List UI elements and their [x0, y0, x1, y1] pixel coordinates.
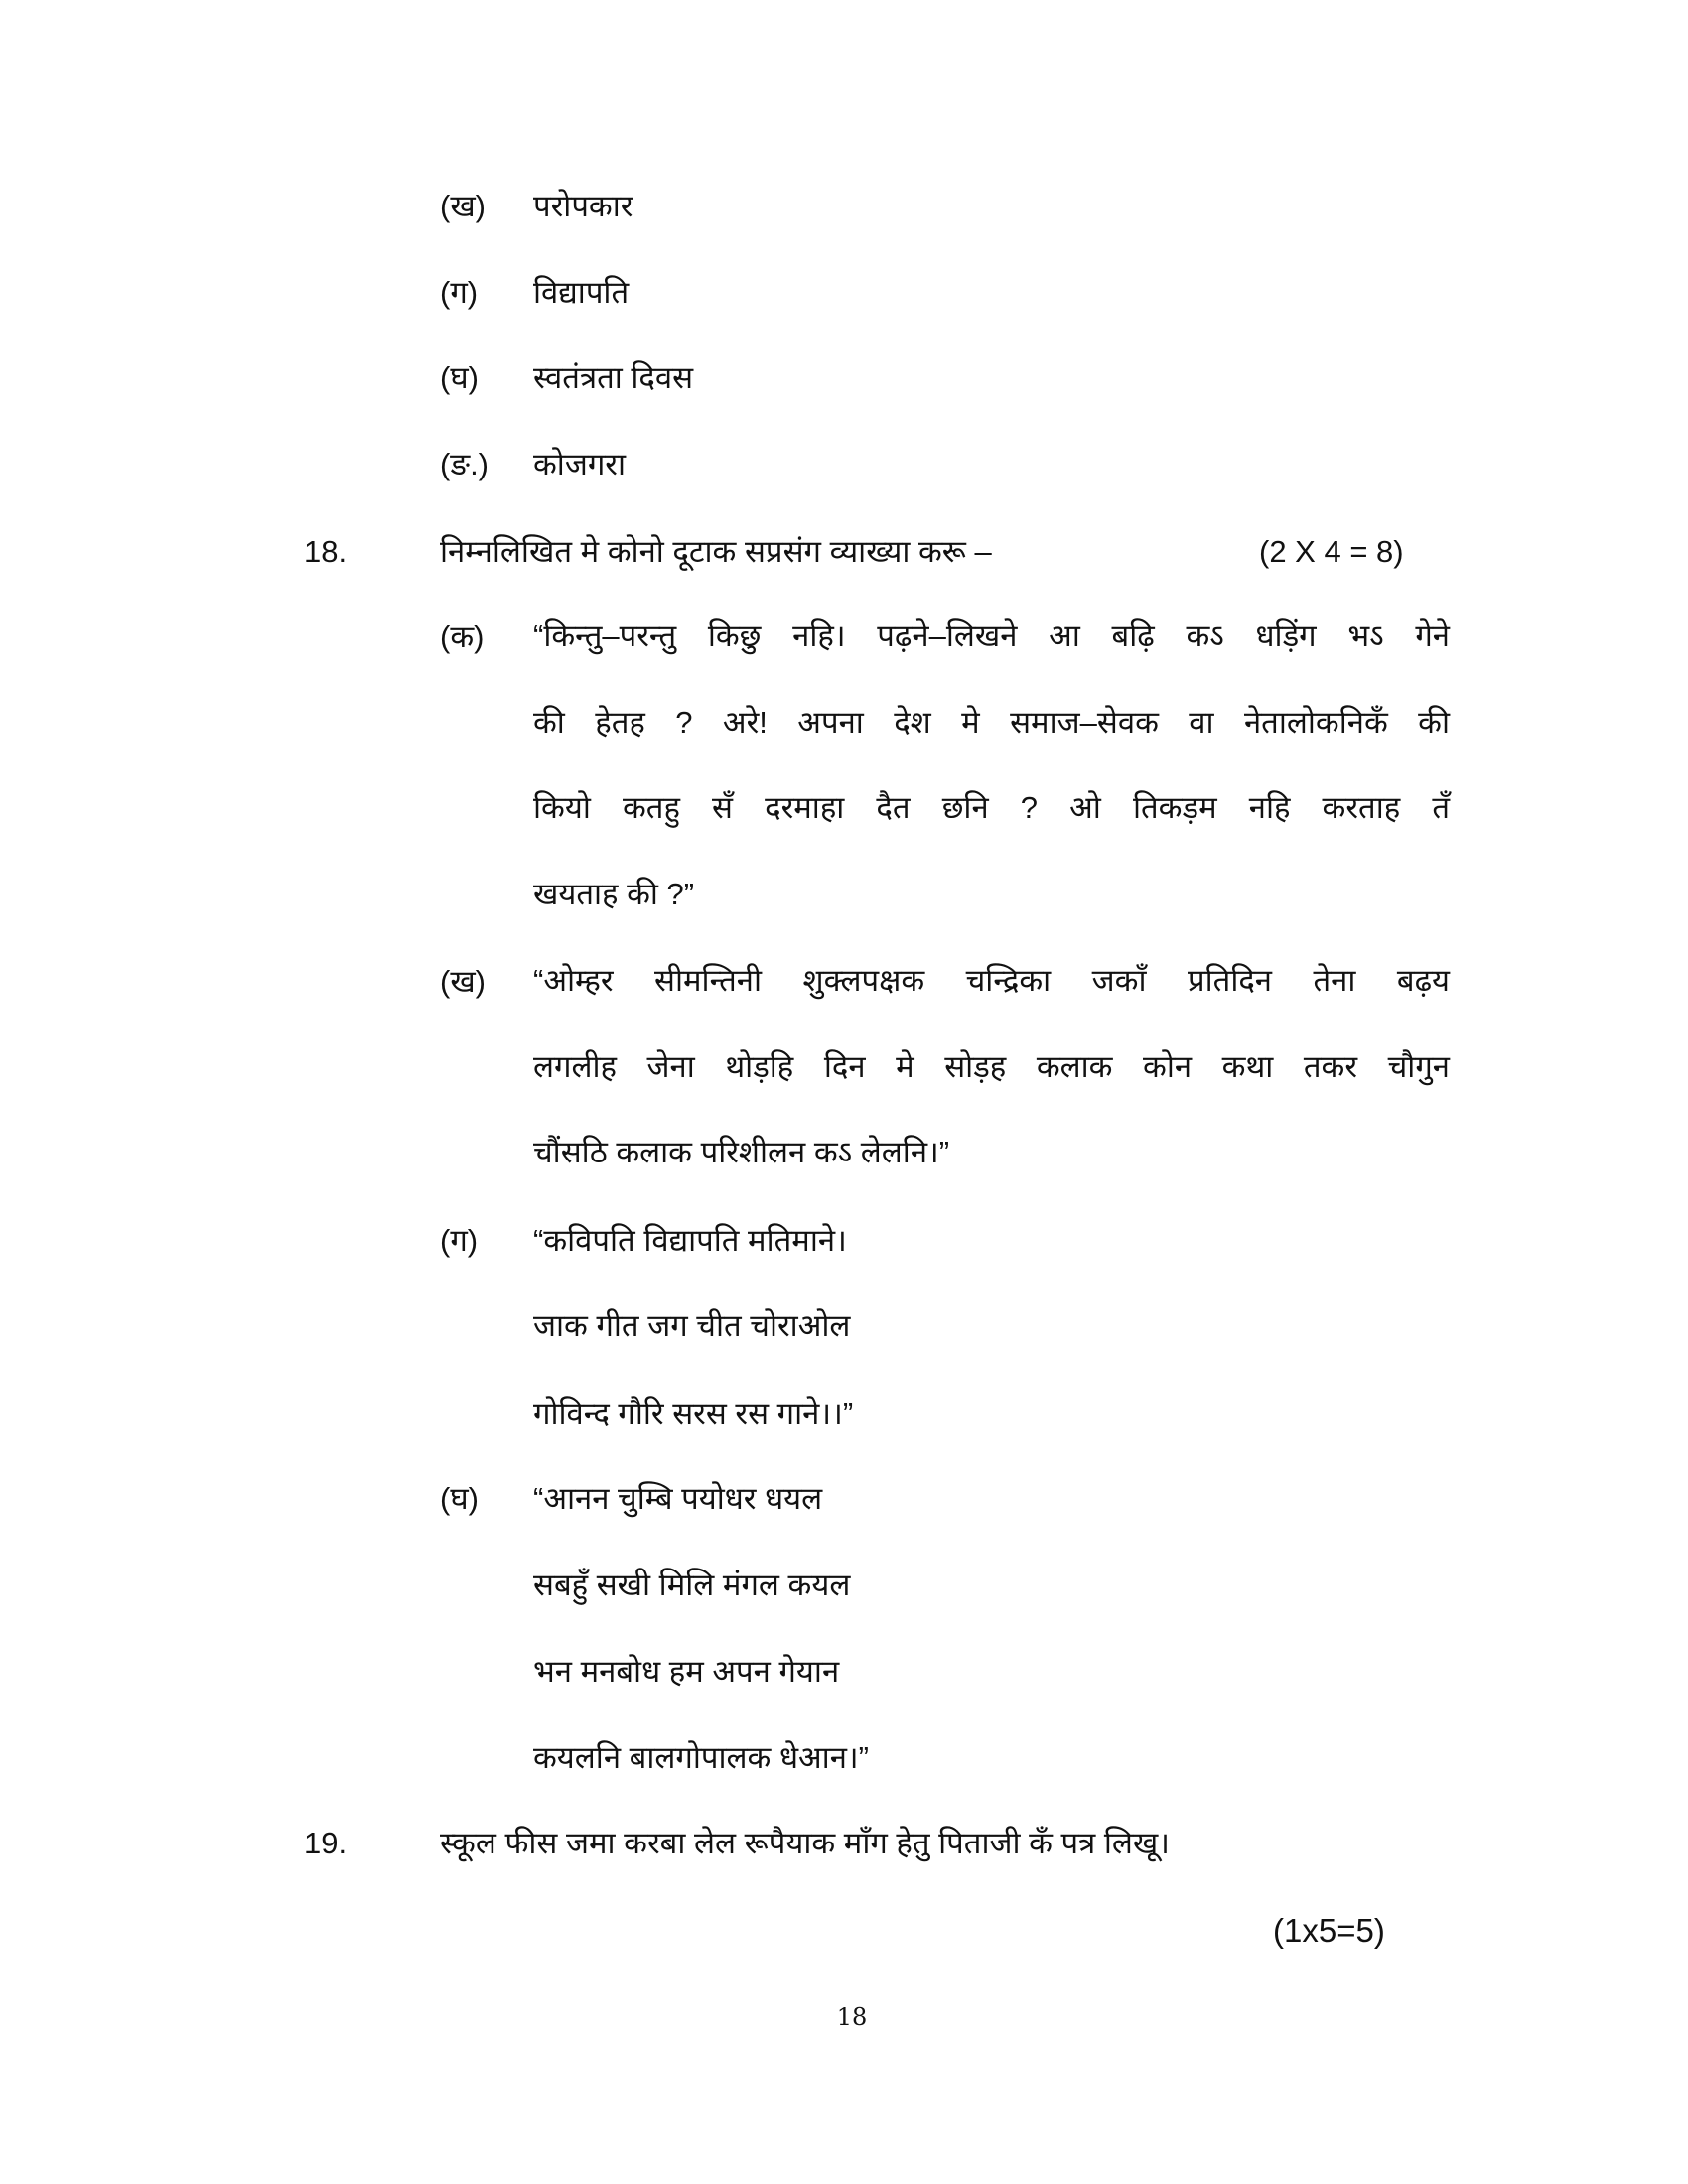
question-prompt: निम्नलिखित मे कोनो दूटाक सप्रसंग व्याख्या करू –: [440, 534, 992, 569]
topic-label: (ङ.): [440, 447, 490, 481]
topic-text: परोपकार: [533, 189, 633, 223]
item-label: (ग): [440, 1223, 479, 1258]
topic-label: (घ): [440, 360, 479, 395]
topic-text: स्वतंत्रता दिवस: [533, 360, 694, 395]
question-number: 18.: [304, 534, 348, 569]
topic-text: विद्यापति: [533, 275, 630, 310]
question-marks: (2 X 4 = 8): [1259, 534, 1404, 569]
passage: [533, 938, 1450, 1196]
question-marks: (1x5=5): [1273, 1912, 1385, 1949]
passage-line: खयताह की ?”: [533, 877, 695, 912]
verse-line: “कविपति विद्यापति मतिमाने।: [533, 1223, 847, 1258]
passage-line: की हेतह ? अरे! अपना देश मे समाज–सेवक वा नेतालोकनिकँ की: [533, 704, 1450, 740]
passage-line: चौंसठि कलाक परिशीलन कऽ लेलनि।”: [533, 1135, 950, 1170]
topic-label: (ख): [440, 189, 487, 223]
verse-line: जाक गीत जग चीत चोराओल: [533, 1308, 851, 1343]
page-number: 18: [836, 2003, 868, 2031]
verse-line: सबहुँ सखी मिलि मंगल कयल: [533, 1568, 851, 1602]
verse-line: “आनन चुम्बि पयोधर धयल: [533, 1481, 823, 1516]
item-label: (ख): [440, 964, 487, 999]
passage-line: “ओम्हर सीमन्तिनी शुक्लपक्षक चन्द्रिका जकाँ प्रतिदिन तेना बढ़य: [533, 963, 1450, 998]
verse-line: गोविन्द गौरि सरस रस गाने।।”: [533, 1396, 854, 1431]
passage-line: लगलीह जेना थोड़हि दिन मे सोड़ह कलाक कोन कथा तकर चौगुन: [533, 1048, 1450, 1084]
question-number: 19.: [304, 1826, 348, 1860]
passage-line: “किन्तु–परन्तु किछु नहि। पढ़ने–लिखने आ बढ़ि कऽ धड़िंग भऽ गेने: [533, 618, 1450, 653]
topic-text: कोजगरा: [533, 447, 626, 481]
item-label: (घ): [440, 1481, 479, 1516]
question-prompt: स्कूल फीस जमा करबा लेल रूपैयाक माँग हेतु पिताजी कँ पत्र लिखू।: [440, 1826, 1171, 1860]
item-label: (क): [440, 619, 485, 654]
passage-line: कियो कतहु सँ दरमाहा दैत छनि ? ओ तिकड़म नहि करताह तँ: [533, 790, 1450, 826]
passage: [533, 594, 1450, 938]
topic-label: (ग): [440, 275, 479, 310]
verse-line: भन मनबोध हम अपन गेयान: [533, 1654, 840, 1689]
verse-line: कयलनि बालगोपालक धेआन।”: [533, 1740, 869, 1775]
